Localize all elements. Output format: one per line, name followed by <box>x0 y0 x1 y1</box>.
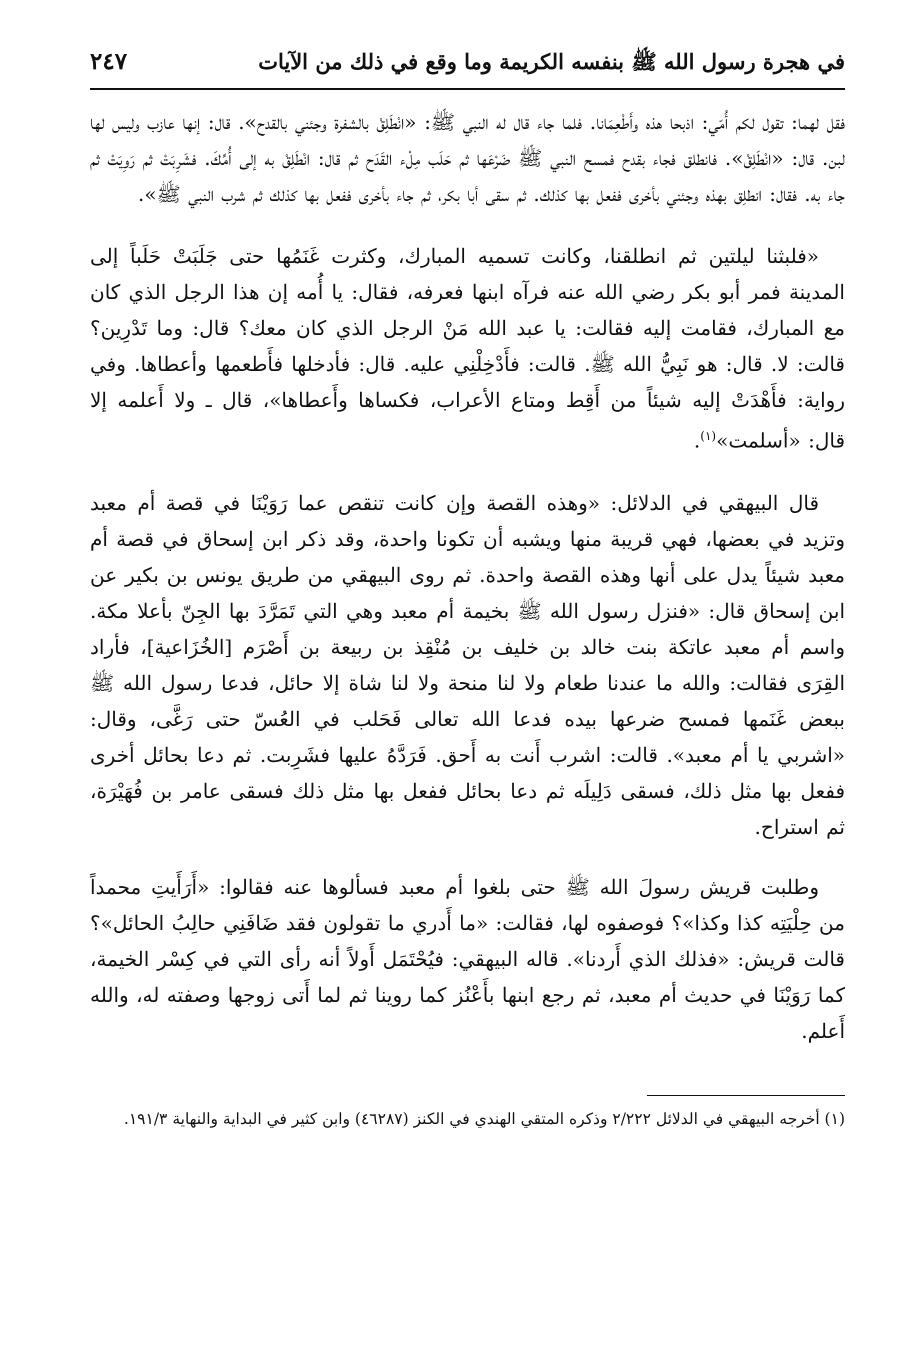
paragraph-4: وطلبت قريش رسولَ الله ﷺ حتى بلغوا أم معبد فسألوها عنه فقالوا: «أَرَأَيتِ محمداً من حِلْيَتِه كذا وكذا»؟ فوصفوه لها، فقالت: «ما أَدري ما تقولون فقد ضَافَنِي حالِبُ الحائل»؟ قالت قريش: «فذلك الذي أَردنا». قاله البيهقي: فيُحْتَمَل أَولاً أنه رأى التي في كِسْر الخيمة، كما رَوَيْنَا في حديث أم معبد، ثم رجع ابنها بأَعْنُز كما روينا ثم لما أَتى زوجها وصفته له، والله أَعلم. <box>90 874 845 1043</box>
paragraph-2-tail: . <box>693 428 701 453</box>
header-rule <box>90 88 845 90</box>
paragraph-1: فقل لهما: تقول لكم أُمّي: اذبحا هذه وأَطْعِمَانا. فلما جاء قال له النبي ﷺ: «انْطَلِقْ بالشفرة وجئني بالقدح». قال: إنها عازب وليس لها لبن. قال: «انْطَلِقْ». فانطلق فجاء بقدح فمسح النبي ﷺ ضَرْعَها ثم حَلَب مِلْء القَدَح ثم قال: انْطَلِقْ به إلى أُمِّكَ. فشَرِبَتْ ثم رَوِيَتْ ثم جاء به. فقال: انطلِق بهذه وجئني بأخرى ففعل بها كذلك. ثم سقى أبا بكر، ثم جاء بأخرى ففعل بها كذلك ثم شرب النبي ﷺ». <box>90 110 845 206</box>
book-page <box>90 48 845 1134</box>
paragraph-3: قال البيهقي في الدلائل: «وهذه القصة وإن كانت تنقص عما رَوَيْنَا في قصة أم معبد وتزيد في بعضها، فهي قريبة منها ويشبه أن تكونا واحدة، وقد ذكر ابن إسحاق في قصة أم معبد شيئاً يدل على أنها وهذه القصة واحدة. ثم روى البيهقي من طريق يونس بن بكير عن ابن إسحاق قال: «فنزل رسول الله ﷺ بخيمة أم معبد وهي التي تَمَرَّدَ بها الجِنّ بأعلا مكة. واسم أم معبد عاتكة بنت خالد بن خليف بن مُنْقِذ بن ربيعة بن أَصْرَم [الخُزَاعية]، فأراد القِرَى فقالت: والله ما عندنا طعام ولا لنا منحة ولا لنا شاة إلا حائل، فدعا رسول الله ﷺ ببعض غَنَمها فمسح ضرعها بيده فدعا الله تعالى فَحَلب في العُسّ حتى رَغَّى، وقال: «اشربي يا أم معبد». قالت: اشرب أَنت به أَحق. فَرَدَّهُ عليها فشَرِبت. ثم دعا بحائل أخرى ففعل بها مثل ذلك، فسقى دَلِيلَه ثم دعا بحائل ففعل بها مثل ذلك فسقى عامر بن فُهَيْرَة، ثم استراح. <box>90 490 846 839</box>
footnote: (١) أخرجه البيهقي في الدلائل ٢/٢٢٢ وذكره المتقي الهندي في الكنز (٤٦٢٨٧) وابن كثير في البداية والنهاية ١٩١/٣. <box>123 1109 845 1128</box>
paragraph-2 <box>90 238 845 459</box>
footnote-reference: (١) <box>700 429 717 443</box>
footnote-rule <box>647 1095 845 1096</box>
paragraph-2-text: «فلبثنا ليلتين ثم انطلقنا، وكانت تسميه المبارك، وكثرت غَنَمُها حتى جَلَبَتْ حَلَباً إلى المدينة فمر أبو بكر رضي الله عنه فرآه ابنها فعرفه، فقال: يا أُمه إن هذا الرجل الذي كان مع المبارك، فقامت إليه فقالت: يا عبد الله مَنْ الرجل الذي كان معك؟ قال: وما تَدْرِين؟ قالت: لا. قال: هو نَبِيُّ الله ﷺ. قالت: فأَدْخِلْنِي عليه. قال: فأدخلها فأَطعمها وأعطاها. وفي رواية: فأَهْدَتْ إليه شيئاً من أَقِط ومتاع الأعراب، فكساها وأَعطاها»، قال ـ ولا أَعلمه إلا قال: «أسلمت» <box>90 244 845 453</box>
running-header <box>90 48 845 88</box>
page-number: ٢٤٧ <box>90 48 128 75</box>
header-title: في هجرة رسول الله ﷺ بنفسه الكريمة وما وقع في ذلك من الآيات <box>258 49 845 74</box>
